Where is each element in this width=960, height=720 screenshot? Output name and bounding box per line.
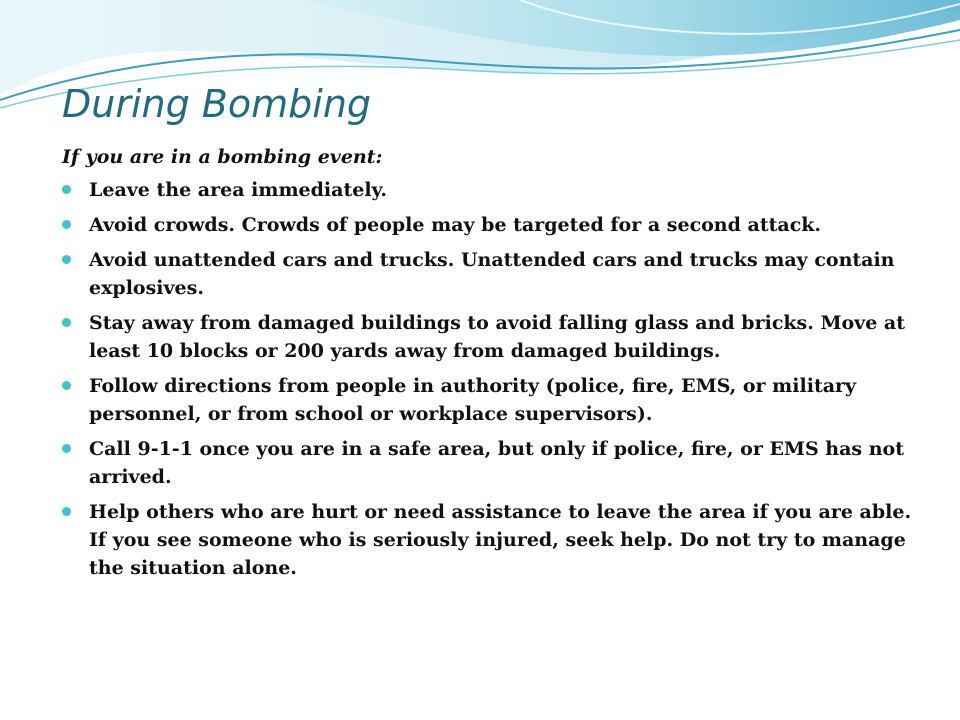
slide-title: During Bombing — [62, 82, 372, 126]
bullet-text: Help others who are hurt or need assistance to leave the area if you are able. If you see someone who is seriously injured, seek help. Do not try to manage the situation alone. — [89, 501, 912, 579]
bullet-dot-icon — [62, 507, 71, 516]
bullet-item — [62, 372, 912, 428]
bullet-dot-icon — [62, 444, 71, 453]
bullet-dot-icon — [62, 185, 71, 194]
bullet-dot-icon — [62, 255, 71, 264]
bullet-item — [62, 211, 912, 239]
bullet-item — [62, 176, 912, 204]
bullet-text: Follow directions from people in authority (police, fire, EMS, or military personnel, or from school or workplace supervisors). — [89, 375, 857, 425]
bullet-dot-icon — [62, 381, 71, 390]
bullet-text: Stay away from damaged buildings to avoid falling glass and bricks. Move at least 10 blocks or 200 yards away from damaged buildings. — [89, 312, 906, 362]
bullet-list — [62, 176, 912, 589]
bullet-text: Avoid crowds. Crowds of people may be targeted for a second attack. — [89, 214, 822, 236]
bullet-item — [62, 435, 912, 491]
bullet-item — [62, 498, 912, 582]
bullet-dot-icon — [62, 318, 71, 327]
bullet-item — [62, 246, 912, 302]
bullet-text: Avoid unattended cars and trucks. Unattended cars and trucks may contain explosives. — [89, 249, 895, 299]
bullet-dot-icon — [62, 220, 71, 229]
bullet-text: Call 9-1-1 once you are in a safe area, but only if police, fire, or EMS has not arrived. — [89, 438, 904, 488]
intro-text: If you are in a bombing event: — [62, 146, 383, 168]
bullet-item — [62, 309, 912, 365]
bullet-text: Leave the area immediately. — [89, 179, 388, 201]
